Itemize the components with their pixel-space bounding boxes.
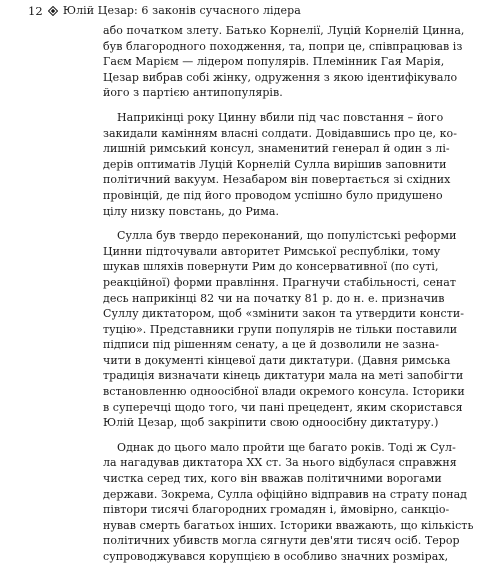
text-line: Гаєм Марієм — лідером популярів. Племінник Гая Марія, bbox=[103, 55, 445, 69]
paragraph-gap bbox=[103, 431, 403, 440]
paragraph bbox=[103, 228, 465, 431]
text-line: держави. Зокрема, Сулла офіційно відправив на страту понад bbox=[103, 487, 468, 501]
text-line: політичний вакуум. Незабаром він повертається зі східних bbox=[103, 173, 451, 187]
paragraph bbox=[103, 440, 474, 565]
running-header bbox=[28, 3, 301, 19]
diamond-ornament-icon bbox=[48, 6, 58, 16]
text-line: ла нагадував диктатора XX ст. За нього відбулася справжня bbox=[103, 456, 457, 470]
text-line: туцію». Представники групи популярів не тільки поставили bbox=[103, 322, 458, 336]
text-line: чити в документі кінцевої дати диктатури. (Давня римська bbox=[103, 353, 451, 367]
text-line: нував смерть багатьох інших. Історики вважають, що кількість bbox=[103, 518, 474, 532]
text-line: його з партією антипопулярів. bbox=[103, 86, 283, 100]
body-text bbox=[103, 23, 474, 565]
text-line: встановленню одноосібної влади окремого консула. Історики bbox=[103, 385, 465, 399]
text-line: Однак до цього мало пройти ще багато років. Тоді ж Сул- bbox=[117, 440, 456, 454]
text-line: в суперечці щодо того, чи пані прецедент, яким скористався bbox=[103, 400, 463, 414]
text-line: політичних убивств могла сягнути дев'яти тисяч осіб. Терор bbox=[103, 534, 460, 548]
text-line: Цинни підточували авторитет Римської республіки, тому bbox=[103, 244, 441, 258]
text-line: півтори тисячі благородних громадян і, ймовірно, санкціо- bbox=[103, 503, 450, 517]
text-line: десь наприкінці 82 чи на початку 81 р. до н. е. призначив bbox=[103, 291, 445, 305]
page-number: 12 bbox=[28, 4, 43, 18]
paragraph bbox=[103, 23, 465, 101]
text-line: Наприкінці року Цинну вбили під час повстання – його bbox=[117, 110, 444, 124]
running-header-title: Юлій Цезар: 6 законів сучасного лідера bbox=[62, 4, 301, 17]
text-line: закидали камінням власні солдати. Довідавшись про це, ко- bbox=[103, 126, 457, 140]
text-line: супроводжувався корупцією в особливо значних розмірах, bbox=[103, 550, 449, 563]
text-line: лишній римський консул, знаменитий генерал й один з лі- bbox=[103, 142, 450, 156]
text-line: чистка серед тих, кого він вважав політичними ворогами bbox=[103, 472, 442, 486]
paragraph bbox=[103, 110, 457, 219]
text-line: шукав шляхів повернути Рим до консервативної (по суті, bbox=[103, 260, 439, 274]
text-line: традиція визначати кінець диктатури мала на меті запобігти bbox=[103, 369, 464, 383]
text-line: підписи під рішенням сенату, а це й дозволили не зазна- bbox=[103, 338, 440, 352]
text-line: Цезар вибрав собі жінку, одруження з якою ідентифікувало bbox=[103, 70, 458, 84]
text-line: провінцій, де під його проводом успішно було придушено bbox=[103, 188, 443, 202]
text-line: був благородного походження, та, попри це, співпрацював із bbox=[103, 39, 463, 53]
text-line: дерів оптиматів Луцій Корнелій Сулла вирішив заповнити bbox=[103, 157, 447, 171]
paragraph-gap bbox=[103, 101, 403, 110]
text-line: або початком злету. Батько Корнелії, Луцій Корнелій Цинна, bbox=[103, 24, 465, 37]
text-line: цілу низку повстань, до Рима. bbox=[103, 204, 280, 218]
text-line: Суллу диктатором, щоб «змінити закон та утвердити консти- bbox=[103, 307, 465, 321]
text-line: реакційної) форми правління. Прагнучи стабільності, сенат bbox=[103, 275, 457, 289]
paragraph-gap bbox=[103, 219, 403, 228]
text-line: Юлій Цезар, щоб закріпити свою одноосібну диктатуру.) bbox=[103, 416, 439, 430]
text-line: Сулла був твердо переконаний, що популістські реформи bbox=[117, 229, 457, 243]
